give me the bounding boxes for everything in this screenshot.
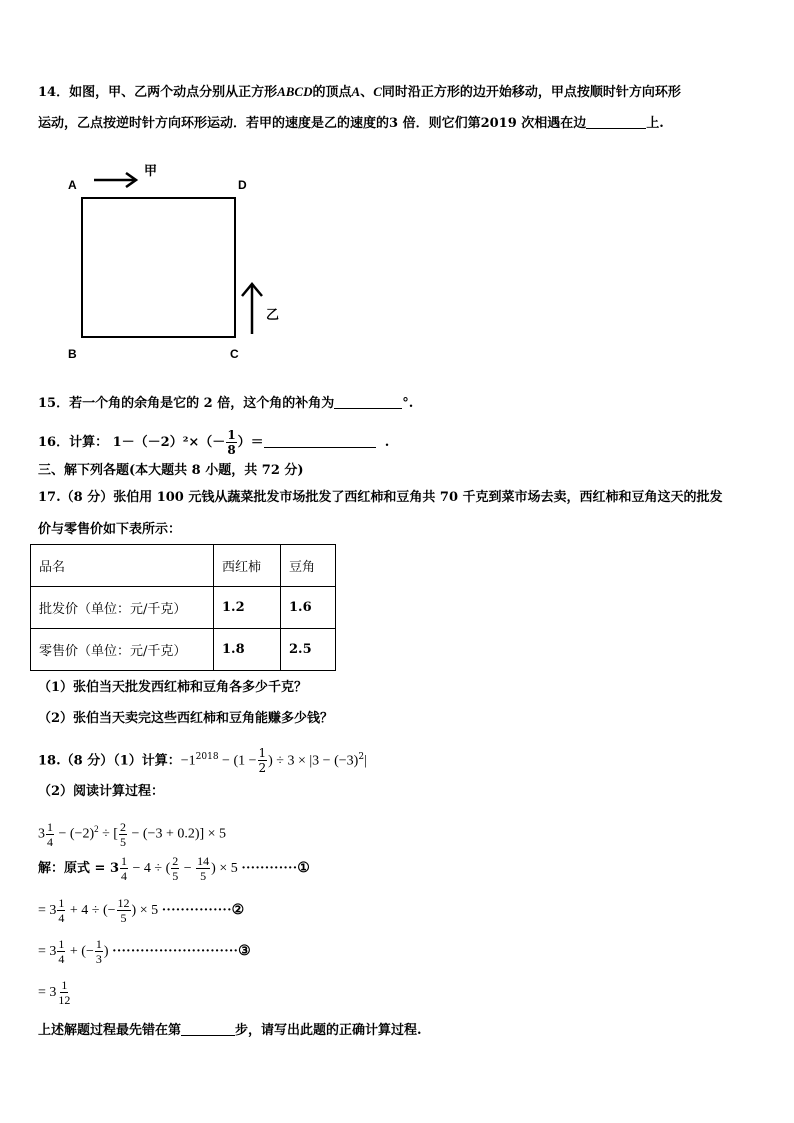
step3-dots: ···························③ [112,944,251,959]
vertex-b-label: B [68,347,77,361]
q14-vertex-c: C [373,84,382,99]
q14-text-c: 同时沿正方形的边开始移动，甲点按顺时针方向环形 [381,85,681,100]
step3-b: ) [103,944,113,959]
section-heading: 三、解下列各题(本大题共 8 小题，共 72 分) [38,463,304,478]
given-frac-1 [46,820,54,849]
table-header-row [31,545,336,587]
q16-prefix: 16．计算： [38,435,109,450]
table-cell: 2.5 [281,629,336,671]
q16-frac-num: 1 [227,428,236,442]
table-header-cell: 品名 [31,545,214,587]
step1-a: − 4 ÷ ( [129,861,171,876]
given-b: ÷ [ [98,826,118,842]
q18-expr1-c: ) ÷ 3 × |3 − (−3) [268,753,359,769]
step1-frac-3-num: 14 [197,854,210,869]
q18-step4 [38,976,72,1010]
yi-label: 乙 [266,308,280,323]
q16-answer-blank[interactable] [264,433,376,448]
step3-frac-1 [57,937,65,966]
step4-frac [57,978,71,1007]
step3-frac-1-den: 4 [58,952,65,967]
step3-frac-2 [95,937,103,966]
q16-end: . [384,435,390,450]
square [81,197,236,338]
step1-frac-3-den: 5 [200,869,207,884]
arrow-up-icon [240,280,264,336]
q18-sub2: （2）阅读计算过程： [38,784,165,799]
table-cell: 批发价（单位：元/千克） [31,587,214,629]
step2-frac-2-den: 5 [120,911,127,926]
q18-given [38,812,226,852]
q18-expr1-exp2: 2 [358,752,365,762]
given-frac-1-num: 1 [47,819,53,834]
step2-frac-1-den: 4 [58,911,65,926]
step1-dots: ············① [241,861,310,876]
q14-answer-blank[interactable] [586,114,646,129]
step1-frac-2 [171,854,179,883]
step1-c: ) × 5 [211,861,242,876]
q14-abcd: ABCD [277,84,313,99]
q15-end: °. [402,396,414,411]
q16 [38,428,389,458]
q14-line1 [38,82,681,103]
step1-frac-2-den: 5 [172,869,179,884]
given-frac-2-num: 2 [119,819,126,834]
square-diagram [60,160,290,370]
vertex-c-label: C [230,347,239,361]
q14-text-b: 的顶点 [312,85,352,100]
step1-frac-3 [196,854,210,883]
q18-line1 [38,740,367,778]
q17-line2: 价与零售价如下表所示： [38,522,182,537]
step1-b: − [180,861,196,876]
given-exp: 2 [94,824,99,834]
q15-text: 15．若一个角的余角是它的 2 倍，这个角的补角为 [38,396,335,411]
table-row [31,629,336,671]
step3-label: = 3 [38,944,57,959]
q14-line2 [38,114,664,134]
vertex-d-label: D [238,178,247,192]
table-row [31,587,336,629]
vertex-a-label: A [68,178,77,192]
q16-fraction [226,428,236,457]
step2-b: ) × 5 [131,903,162,918]
step2-dots: ···············② [161,903,245,918]
jia-label: 甲 [144,164,158,179]
step4-frac-num: 1 [61,978,68,993]
q16-expr-a: 1－（－2）²×（－ [112,435,226,450]
step3-frac-2-num: 1 [95,937,102,952]
q15-answer-blank[interactable] [334,394,402,409]
q14-text-d: 运动，乙点按逆时针方向环形运动．若甲的速度是乙的速度的3 倍．则它们第2019 次相遇在边 [38,116,587,131]
arrow-right-icon [92,170,140,190]
given-frac-2 [119,820,127,849]
q18-expr1-frac-num: 1 [258,746,267,761]
given-whole: 3 [38,826,45,842]
step4-label: = 3 [38,985,57,1000]
table-cell: 1.2 [214,587,281,629]
q18-expr1-frac-den: 2 [258,761,267,776]
q18-answer-blank[interactable] [181,1021,235,1036]
given-c: − (−3 + 0.2)] × 5 [127,826,227,842]
table-header-cell: 豆角 [281,545,336,587]
step2-label: = 3 [38,903,57,918]
step1-frac-1-den: 4 [121,869,127,884]
q17-sub1: （1）张伯当天批发西红柿和豆角各多少千克？ [38,680,308,695]
given-frac-1-den: 4 [47,834,53,849]
q15 [38,394,413,414]
step1-frac-1 [120,854,128,883]
step1-frac-1-num: 1 [121,854,127,869]
q18-step3 [38,935,251,969]
q18-step1 [38,852,310,886]
given-frac-2-den: 5 [119,834,126,849]
q17-sub2: （2）张伯当天卖完这些西红柿和豆角能赚多少钱？ [38,711,334,726]
q16-frac-den: 8 [227,443,236,457]
step2-a: + 4 ÷ (− [66,903,116,918]
q18-final-a: 上述解题过程最先错在第 [38,1023,182,1038]
step1-frac-2-num: 2 [172,854,179,869]
q18-prefix: 18.（8 分）（1）计算： [38,753,181,769]
q18-step2 [38,894,244,928]
price-table [30,544,336,671]
step3-frac-2-den: 3 [95,952,102,967]
q17-line1: 17.（8 分）张伯用 100 元钱从蔬菜批发市场批发了西红柿和豆角共 70 千克到菜市场去卖，西红柿和豆角这天的批发 [38,490,723,505]
q16-expr-b: ）＝ [237,435,264,450]
step3-frac-1-num: 1 [58,937,65,952]
q18-expr1-d: | [364,753,367,769]
step4-frac-den: 12 [58,993,71,1008]
table-cell: 1.8 [214,629,281,671]
q18-expr1-fraction [258,746,268,775]
step1-label: 解：原式 = 3 [38,861,119,876]
table-cell: 1.6 [281,587,336,629]
step3-a: + (− [66,944,94,959]
given-a: − (−2) [55,826,95,842]
step2-frac-2-num: 12 [117,896,130,911]
step2-frac-1 [57,896,65,925]
table-header-cell: 西红柿 [214,545,281,587]
q18-expr1-a: −1 [180,753,196,769]
q14-sep: 、 [360,85,374,100]
q18-expr1-b: − (1 − [218,753,257,769]
q18-final-b: 步，请写出此题的正确计算过程. [235,1023,422,1038]
q14-text-a: 14．如图，甲、乙两个动点分别从正方形 [38,85,278,100]
table-cell: 零售价（单位：元/千克） [31,629,214,671]
q14-text-e: 上. [646,116,664,131]
step2-frac-1-num: 1 [58,896,65,911]
q18-final [38,1021,422,1041]
step2-frac-2 [117,896,131,925]
q18-expr1-exp: 2018 [195,752,219,762]
q14-vertex-a: A [351,84,361,99]
